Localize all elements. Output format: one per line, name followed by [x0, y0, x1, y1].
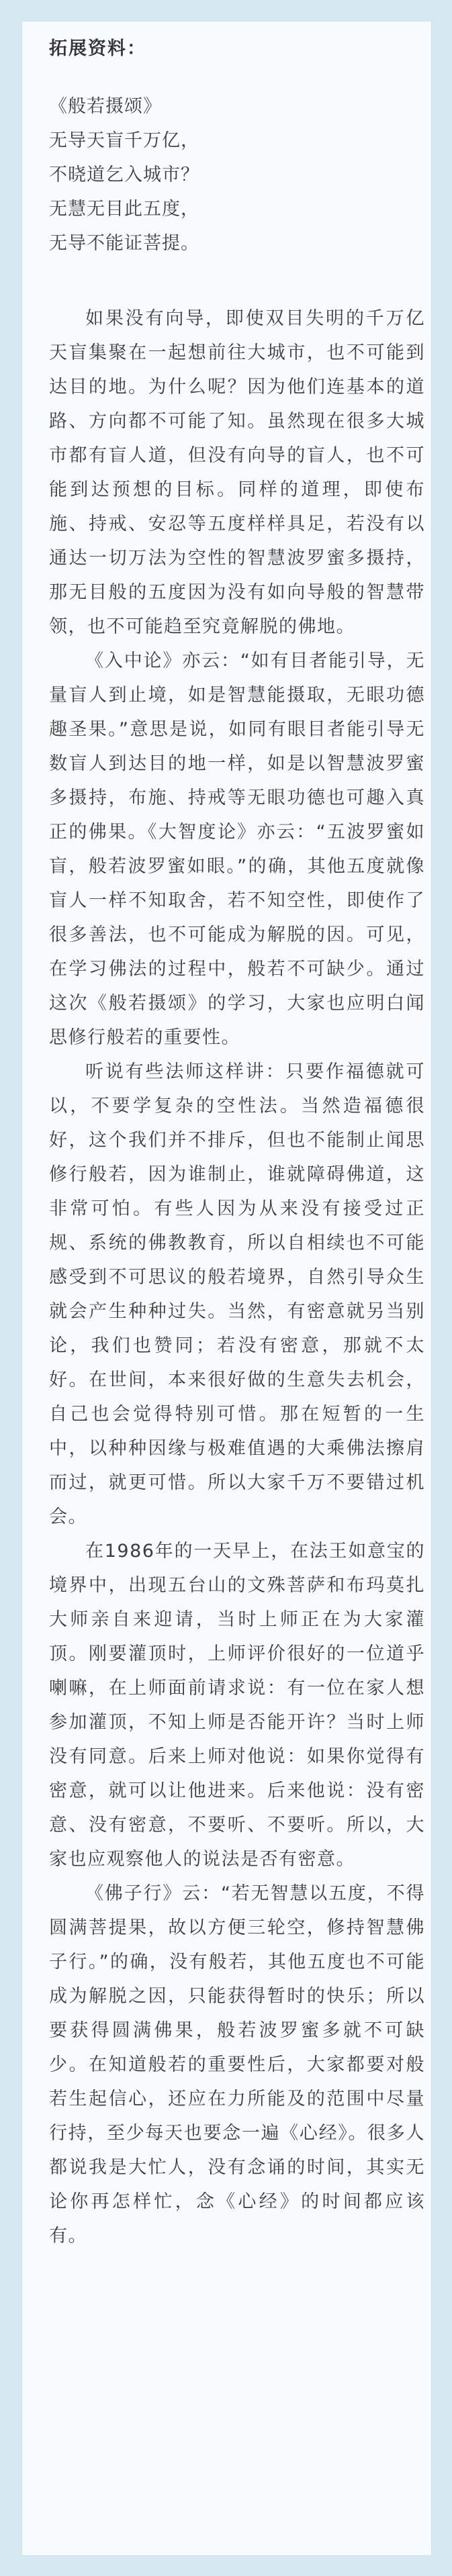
article-content: [49, 21, 425, 2253]
poem-line: 无慧无目此五度，: [49, 199, 199, 220]
poem-line: 无导不能证菩提。: [49, 233, 199, 254]
paragraph: 在1986年的一天早上，在法王如意宝的境界中，出现五台山的文殊菩萨和布玛莫扎大师亲自来迎请，当时上师正在为大家灌顶。刚要灌顶时，上师评价很好的一位道乎喇嘛，在上师面前请求说：有一位在家人想参加灌顶，不知上师是否能开许？当时上师没有同意。后来上师对他说：如果你觉得有密意，就可以让他进来。后来他说：没有密意、没有密意，不要听、不要听。所以，大家也应观察他人的说法是否有密意。: [49, 1541, 425, 1870]
paragraph: 听说有些法师这样讲：只要作福德就可以，不要学复杂的空性法。当然造福德很好，这个我们并不排斥，但也不能制止闻思修行般若，因为谁制止，谁就障碍佛道，这非常可怕。有些人因为从来没有接受过正规、系统的佛教教育，所以自相续也不可能感受到不可思议的般若境界，自然引导众生就会产生种种过失。当然，有密意就另当别论，我们也赞同；若没有密意，那就不太好。在世间，本来很好做的生意失去机会，自己也会觉得特别可惜。那在短暂的一生中，以种种因缘与极难值遇的大乘佛法擦肩而过，就更可惜。所以大家千万不要错过机会。: [49, 1061, 425, 1527]
paragraph: 如果没有向导，即使双目失明的千万亿天盲集聚在一起想前往大城市，也不可能到达目的地。为什么呢？因为他们连基本的道路、方向都不可能了知。虽然现在很多大城市都有盲人道，但没有向导的盲人，也不可能到达预想的目标。同样的道理，即使布施、持戒、安忍等五度样样具足，若没有以通达一切万法为空性的智慧波罗蜜多摄持，那无目般的五度因为没有如向导般的智慧带领，也不可能趋至究竟解脱的佛地。: [49, 308, 425, 637]
paragraph: 《佛子行》云：“若无智慧以五度，不得圆满菩提果，故以方便三轮空，修持智慧佛子行。”的确，没有般若，其他五度也不可能成为解脱之因，只能获得暂时的快乐；所以要获得圆满佛果，般若波罗蜜多就不可缺少。在知道般若的重要性后，大家都要对般若生起信心，还应在力所能及的范围中尽量行持，至少每天也要念一遍《心经》。很多人都说我是大忙人，没有念诵的时间，其实无论你再怎样忙，念《心经》的时间都应该有。: [49, 1883, 425, 2246]
poem-title: 《般若摄颂》: [49, 96, 162, 117]
poem-block: [49, 89, 425, 260]
section-heading: 拓展资料：: [49, 38, 146, 59]
article-frame: [21, 21, 432, 2556]
paragraph: 《入中论》亦云：“如有目者能引导，无量盲人到止境，如是智慧能摄取，无眼功德趣圣果。”意思是说，如同有眼目者能引导无数盲人到达目的地一样，如是以智慧波罗蜜多摄持，布施、持戒等无眼功德也可趣入真正的佛果。《大智度论》亦云：“五波罗蜜如盲，般若波罗蜜如眼。”的确，其他五度就像盲人一样不知取舍，若不知空性，即使作了很多善法，也不可能成为解脱的因。可见，在学习佛法的过程中，般若不可缺少。通过这次《般若摄颂》的学习，大家也应明白闻思修行般若的重要性。: [49, 651, 425, 1048]
poem-line: 无导天盲千万亿，: [49, 130, 199, 151]
poem-line: 不晓道乞入城市？: [49, 164, 199, 185]
